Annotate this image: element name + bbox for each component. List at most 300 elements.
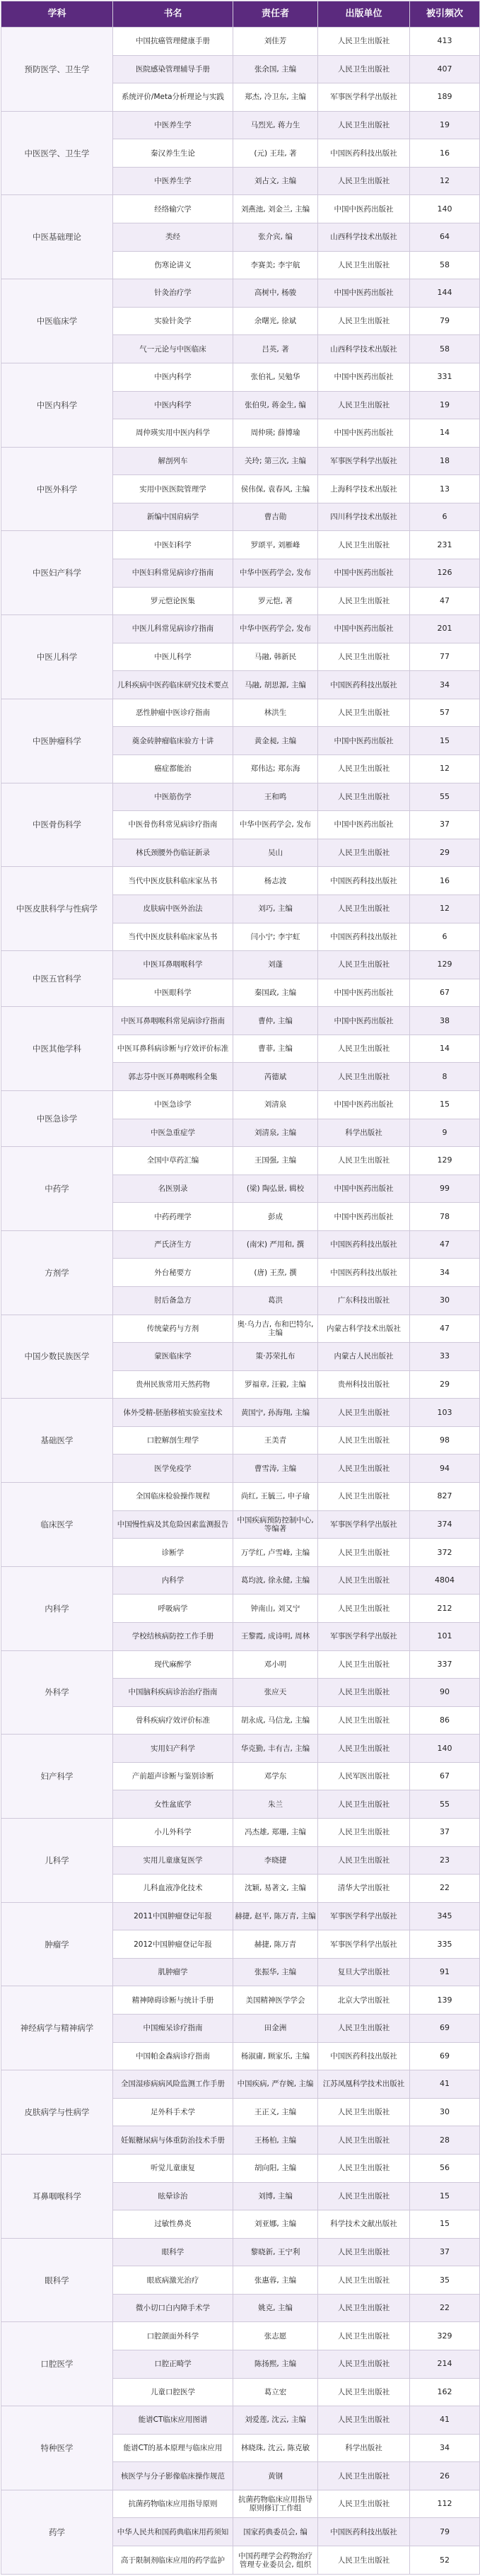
subject-cell: 预防医学、卫生学 (1, 28, 113, 112)
subject-cell: 中医外科学 (1, 447, 113, 531)
book-title-cell: 中医妇科常见病诊疗指南 (113, 559, 233, 587)
book-title-cell: 口腔正畸学 (113, 2350, 233, 2378)
table-row (1, 363, 480, 391)
citation-count-cell: 372 (410, 1539, 480, 1567)
editor-cell: 张应天 (233, 1679, 318, 1707)
publisher-cell: 中国中医药出版社 (318, 727, 410, 755)
citation-count-cell: 12 (410, 894, 480, 923)
editor-cell: 李赛美; 李宇航 (233, 251, 318, 279)
publisher-cell: 上海科学技术出版社 (318, 475, 410, 503)
publisher-cell: 人民卫生出版社 (318, 2322, 410, 2350)
book-title-cell: 抗菌药物临床应用指导原则 (113, 2490, 233, 2518)
subject-cell: 中医医学、卫生学 (1, 111, 113, 195)
editor-cell: 中国药理学会药物治疗管理专业委员会, 组织 (233, 2546, 318, 2575)
publisher-cell: 人民卫生出版社 (318, 2546, 410, 2575)
citation-count-cell: 78 (410, 1203, 480, 1231)
editor-cell: 胡永成, 马信龙, 主编 (233, 1706, 318, 1735)
citation-count-cell: 15 (410, 2182, 480, 2210)
book-title-cell: 现代麻醉学 (113, 1650, 233, 1679)
editor-cell: 罗颂平, 刘雁峰 (233, 531, 318, 559)
publisher-cell: 人民卫生出版社 (318, 755, 410, 783)
editor-cell: 王正义, 主编 (233, 2098, 318, 2126)
publisher-cell: 人民卫生出版社 (318, 2126, 410, 2155)
editor-cell: 高树中, 杨骏 (233, 279, 318, 308)
editor-cell: 冯杰雄, 郑珊, 主编 (233, 1819, 318, 1847)
citation-table (1, 1, 480, 2575)
citation-count-cell: 34 (410, 671, 480, 699)
table-row (1, 1819, 480, 1847)
editor-cell: 刘燕池, 刘金兰, 主编 (233, 195, 318, 223)
book-title-cell: 女性盆底学 (113, 1790, 233, 1819)
book-title-cell: 伤寒论讲义 (113, 251, 233, 279)
publisher-cell: 内蒙古科学技术出版社 (318, 1315, 410, 1343)
publisher-cell: 人民卫生出版社 (318, 1790, 410, 1819)
editor-cell: 吕英, 著 (233, 335, 318, 363)
subject-cell: 基础医学 (1, 1399, 113, 1483)
editor-cell: 黄国宁, 孙海翔, 主编 (233, 1399, 318, 1427)
table-row (1, 2490, 480, 2518)
book-title-cell: 肌肿瘤学 (113, 1958, 233, 1986)
subject-cell: 皮肤病学与性病学 (1, 2070, 113, 2155)
editor-cell: 黎晓新, 王宁利 (233, 2238, 318, 2266)
editor-cell: 罗元恺, 著 (233, 587, 318, 615)
book-title-cell: 足外科手术学 (113, 2098, 233, 2126)
header-row (1, 1, 480, 28)
citation-count-cell: 67 (410, 979, 480, 1007)
editor-cell: 奥·乌力吉, 布和巴特尔, 主编 (233, 1315, 318, 1343)
editor-cell: 赫捷, 赵平, 陈万青, 主编 (233, 1902, 318, 1930)
editor-cell: 刘清泉, 主编 (233, 1119, 318, 1147)
citation-count-cell: 201 (410, 615, 480, 643)
publisher-cell: 人民卫生出版社 (318, 167, 410, 195)
subject-cell: 药学 (1, 2490, 113, 2574)
editor-cell: 葛立宏 (233, 2378, 318, 2406)
book-title-cell: 妊娠糖尿病与体重防治技术手册 (113, 2126, 233, 2155)
editor-cell: 吴山 (233, 839, 318, 867)
citation-count-cell: 129 (410, 1147, 480, 1175)
subject-cell: 神经病学与精神病学 (1, 1986, 113, 2070)
book-title-cell: 呼吸病学 (113, 1595, 233, 1623)
citation-count-cell: 189 (410, 83, 480, 112)
book-title-cell: 精神障碍诊断与统计手册 (113, 1986, 233, 2015)
publisher-cell: 人民卫生出版社 (318, 1539, 410, 1567)
editor-cell: 尚红, 王毓三, 申子瑜 (233, 1483, 318, 1511)
publisher-cell: 中国中医药出版社 (318, 363, 410, 391)
editor-cell: 芮德斌 (233, 1063, 318, 1091)
header-book-title: 书名 (113, 1, 233, 28)
editor-cell: 张惠蓉, 主编 (233, 2266, 318, 2295)
publisher-cell: 人民卫生出版社 (318, 307, 410, 335)
publisher-cell: 中国中医药出版社 (318, 1007, 410, 1035)
citation-count-cell: 23 (410, 1846, 480, 1875)
citation-count-cell: 15 (410, 1090, 480, 1119)
editor-cell: 侯伟保, 袁春风, 主编 (233, 475, 318, 503)
citation-count-cell: 413 (410, 28, 480, 56)
citation-count-cell: 19 (410, 111, 480, 139)
citation-count-cell: 112 (410, 2490, 480, 2518)
citation-count-cell: 231 (410, 531, 480, 559)
citation-count-cell: 91 (410, 1958, 480, 1986)
table-row (1, 279, 480, 308)
citation-count-cell: 99 (410, 1175, 480, 1203)
editor-cell: 黄金昶, 主编 (233, 727, 318, 755)
citation-count-cell: 34 (410, 1259, 480, 1287)
citation-count-cell: 35 (410, 2266, 480, 2295)
subject-cell: 中医骨伤科学 (1, 783, 113, 867)
publisher-cell: 中国中医药出版社 (318, 1175, 410, 1203)
citation-count-cell: 6 (410, 923, 480, 951)
book-title-cell: 中国痴呆诊疗指南 (113, 2015, 233, 2043)
citation-count-cell: 33 (410, 1343, 480, 1371)
editor-cell: 田金洲 (233, 2015, 318, 2043)
book-title-cell: 产前超声诊断与鉴别诊断 (113, 1762, 233, 1790)
editor-cell: 杨志波 (233, 867, 318, 895)
editor-cell: 邓小明 (233, 1650, 318, 1679)
editor-cell: 闫小宁; 李宇虹 (233, 923, 318, 951)
publisher-cell: 中国中医药出版社 (318, 279, 410, 308)
editor-cell: 李晓捷 (233, 1846, 318, 1875)
publisher-cell: 中国中医药出版社 (318, 1203, 410, 1231)
book-title-cell: 微小切口白内障手术学 (113, 2294, 233, 2322)
publisher-cell: 人民卫生出版社 (318, 1147, 410, 1175)
publisher-cell: 北京大学出版社 (318, 1986, 410, 2015)
table-row (1, 1090, 480, 1119)
book-title-cell: 眩晕诊治 (113, 2182, 233, 2210)
table-row (1, 1483, 480, 1511)
citation-count-cell: 79 (410, 307, 480, 335)
publisher-cell: 人民卫生出版社 (318, 1063, 410, 1091)
citation-count-cell: 47 (410, 587, 480, 615)
publisher-cell: 人民卫生出版社 (318, 28, 410, 56)
subject-cell: 中医临床学 (1, 279, 113, 363)
book-title-cell: 中医急重症学 (113, 1119, 233, 1147)
editor-cell: 刘巧, 主编 (233, 894, 318, 923)
editor-cell: 马融, 韩新民 (233, 643, 318, 671)
book-title-cell: 能谱CT的基本原理与临床应用 (113, 2434, 233, 2462)
citation-count-cell: 162 (410, 2378, 480, 2406)
publisher-cell: 广东科技出版社 (318, 1287, 410, 1315)
subject-cell: 中医内科学 (1, 363, 113, 447)
citation-count-cell: 14 (410, 1035, 480, 1063)
publisher-cell: 人民卫生出版社 (318, 783, 410, 811)
citation-count-cell: 30 (410, 2098, 480, 2126)
editor-cell: (梁) 陶弘景, 辑校 (233, 1175, 318, 1203)
citation-count-cell: 67 (410, 1762, 480, 1790)
publisher-cell: 人民卫生出版社 (318, 699, 410, 727)
editor-cell: 中华中医药学会, 发布 (233, 615, 318, 643)
editor-cell: 刘博, 主编 (233, 2182, 318, 2210)
subject-cell: 儿科学 (1, 1819, 113, 1903)
publisher-cell: 人民卫生出版社 (318, 1455, 410, 1483)
book-title-cell: 奠金砖肿瘤临床验方十讲 (113, 727, 233, 755)
publisher-cell: 复旦大学出版社 (318, 1958, 410, 1986)
subject-cell: 方剂学 (1, 1230, 113, 1315)
header-subject: 学科 (1, 1, 113, 28)
editor-cell: 抗菌药物临床应用指导原则修订工作组 (233, 2490, 318, 2518)
header-publisher: 出版单位 (318, 1, 410, 28)
table-row (1, 195, 480, 223)
citation-count-cell: 34 (410, 2434, 480, 2462)
citation-count-cell: 38 (410, 1007, 480, 1035)
book-title-cell: 中医耳鼻咽喉科学 (113, 951, 233, 979)
book-title-cell: 中医耳鼻咽喉科常见病诊疗指南 (113, 1007, 233, 1035)
book-title-cell: 全国中草药汇编 (113, 1147, 233, 1175)
table-row (1, 2406, 480, 2435)
editor-cell: 王国强, 主编 (233, 1147, 318, 1175)
subject-cell: 耳鼻咽喉科学 (1, 2154, 113, 2238)
publisher-cell: 人民卫生出版社 (318, 111, 410, 139)
citation-count-cell: 37 (410, 811, 480, 839)
book-title-cell: 秦汉养生生论 (113, 139, 233, 168)
table-row (1, 699, 480, 727)
citation-count-cell: 374 (410, 1510, 480, 1539)
book-title-cell: 中医眼科学 (113, 979, 233, 1007)
citation-count-cell: 827 (410, 1483, 480, 1511)
publisher-cell: 人民卫生出版社 (318, 1706, 410, 1735)
editor-cell: (南宋) 严用和, 撰 (233, 1230, 318, 1259)
publisher-cell: 人民卫生出版社 (318, 55, 410, 83)
publisher-cell: 人民卫生出版社 (318, 2015, 410, 2043)
book-title-cell: 实用妇产科学 (113, 1735, 233, 1763)
citation-count-cell: 19 (410, 391, 480, 419)
citation-count-cell: 12 (410, 167, 480, 195)
editor-cell: 周仲瑛; 薛博瑜 (233, 419, 318, 448)
subject-cell: 中医其他学科 (1, 1007, 113, 1091)
table-row (1, 783, 480, 811)
subject-cell: 中医急诊学 (1, 1090, 113, 1146)
publisher-cell: 江苏凤凰科学技术出版社 (318, 2070, 410, 2099)
subject-cell: 中医五官科学 (1, 951, 113, 1007)
publisher-cell: 中国中医药出版社 (318, 559, 410, 587)
book-title-cell: 全国临床检验操作规程 (113, 1483, 233, 1511)
editor-cell: 秦国政, 主编 (233, 979, 318, 1007)
publisher-cell: 人民卫生出版社 (318, 587, 410, 615)
publisher-cell: 中国医药科技出版社 (318, 1230, 410, 1259)
book-title-cell: 新编中国肩病学 (113, 503, 233, 531)
publisher-cell: 中国医药科技出版社 (318, 867, 410, 895)
publisher-cell: 人民卫生出版社 (318, 1426, 410, 1455)
editor-cell: 姚克, 主编 (233, 2294, 318, 2322)
editor-cell: 林晓珠, 沈云, 陈克敏 (233, 2434, 318, 2462)
publisher-cell: 人民卫生出版社 (318, 643, 410, 671)
book-title-cell: 中医内科学 (113, 363, 233, 391)
editor-cell: 刘佳芳 (233, 28, 318, 56)
subject-cell: 外科学 (1, 1650, 113, 1735)
citation-count-cell: 64 (410, 223, 480, 252)
publisher-cell: 军事医学科学出版社 (318, 447, 410, 475)
book-title-cell: 儿童口腔医学 (113, 2378, 233, 2406)
editor-cell: 中华中医药学会, 发布 (233, 559, 318, 587)
publisher-cell: 人民卫生出版社 (318, 2490, 410, 2518)
table-row (1, 1315, 480, 1343)
editor-cell: 中国疾病预防控制中心, 等编著 (233, 1510, 318, 1539)
book-title-cell: 当代中医皮肤科临床家丛书 (113, 867, 233, 895)
book-title-cell: 医院感染管理辅导手册 (113, 55, 233, 83)
citation-count-cell: 4804 (410, 1566, 480, 1595)
citation-count-cell: 329 (410, 2322, 480, 2350)
table-body (1, 28, 480, 2575)
editor-cell: 郑杰, 冷卫东, 主编 (233, 83, 318, 112)
editor-cell: (元) 王珪, 著 (233, 139, 318, 168)
subject-cell: 中医儿科学 (1, 615, 113, 699)
editor-cell: 朱兰 (233, 1790, 318, 1819)
book-title-cell: 2012中国肿瘤登记年报 (113, 1930, 233, 1959)
book-title-cell: 体外受精-胚胎移植实验室技术 (113, 1399, 233, 1427)
book-title-cell: 解剖列车 (113, 447, 233, 475)
editor-cell: 国家药典委员会, 编 (233, 2518, 318, 2546)
book-title-cell: 名医别录 (113, 1175, 233, 1203)
citation-count-cell: 26 (410, 2462, 480, 2490)
publisher-cell: 人民卫生出版社 (318, 1035, 410, 1063)
editor-cell: 赫捷, 陈万青 (233, 1930, 318, 1959)
editor-cell: 彭成 (233, 1203, 318, 1231)
book-title-cell: 核医学与分子影像临床操作规范 (113, 2462, 233, 2490)
citation-count-cell: 337 (410, 1650, 480, 1679)
book-title-cell: 学校结核病防控工作手册 (113, 1622, 233, 1650)
book-title-cell: 口腔解剖生理学 (113, 1426, 233, 1455)
citation-count-cell: 12 (410, 755, 480, 783)
book-title-cell: 全国湿疹病病风险监测工作手册 (113, 2070, 233, 2099)
citation-count-cell: 331 (410, 363, 480, 391)
editor-cell: 王和鸣 (233, 783, 318, 811)
citation-count-cell: 57 (410, 699, 480, 727)
citation-count-cell: 101 (410, 1622, 480, 1650)
book-title-cell: 当代中医皮肤科临床家丛书 (113, 923, 233, 951)
citation-count-cell: 41 (410, 2070, 480, 2099)
table-row (1, 867, 480, 895)
publisher-cell: 军事医学科学出版社 (318, 1622, 410, 1650)
book-title-cell: 听觉儿童康复 (113, 2154, 233, 2182)
header-editor: 责任者 (233, 1, 318, 28)
editor-cell: 马融, 胡思源, 主编 (233, 671, 318, 699)
book-title-cell: 小儿外科学 (113, 1819, 233, 1847)
citation-count-cell: 86 (410, 1706, 480, 1735)
editor-cell: 王美青 (233, 1426, 318, 1455)
editor-cell: 钟南山, 刘又宁 (233, 1595, 318, 1623)
publisher-cell: 中国医药科技出版社 (318, 2518, 410, 2546)
table-row (1, 2238, 480, 2266)
publisher-cell: 人民卫生出版社 (318, 2294, 410, 2322)
book-title-cell: 外台秘要方 (113, 1259, 233, 1287)
book-title-cell: 中医骨伤科常见病诊疗指南 (113, 811, 233, 839)
subject-cell: 临床医学 (1, 1483, 113, 1567)
table-row (1, 615, 480, 643)
book-title-cell: 实验针灸学 (113, 307, 233, 335)
subject-cell: 肿瘤学 (1, 1902, 113, 1986)
publisher-cell: 人民卫生出版社 (318, 2182, 410, 2210)
book-title-cell: 中华人民共和国药典临床用药须知 (113, 2518, 233, 2546)
book-title-cell: 系统评价/Meta分析理论与实践 (113, 83, 233, 112)
citation-count-cell: 103 (410, 1399, 480, 1427)
editor-cell: 邓学东 (233, 1762, 318, 1790)
citation-count-cell: 144 (410, 279, 480, 308)
citation-count-cell: 52 (410, 2546, 480, 2575)
publisher-cell: 人民卫生出版社 (318, 1846, 410, 1875)
publisher-cell: 人民卫生出版社 (318, 1399, 410, 1427)
citation-count-cell: 140 (410, 195, 480, 223)
editor-cell: 刘爱莲, 沈云, 主编 (233, 2406, 318, 2435)
editor-cell: 张振华, 主编 (233, 1958, 318, 1986)
editor-cell: 葛均波, 徐永健, 主编 (233, 1566, 318, 1595)
book-title-cell: 中医养生学 (113, 111, 233, 139)
citation-count-cell: 14 (410, 419, 480, 448)
book-title-cell: 中国慢性病及其危险因素监测报告 (113, 1510, 233, 1539)
book-title-cell: 中医筋伤学 (113, 783, 233, 811)
book-title-cell: 经络输穴学 (113, 195, 233, 223)
editor-cell: 曹雪涛, 主编 (233, 1455, 318, 1483)
book-title-cell: 类经 (113, 223, 233, 252)
editor-cell: 王杨柏, 主编 (233, 2126, 318, 2155)
book-title-cell: 中医儿科常见病诊疗指南 (113, 615, 233, 643)
citation-count-cell: 6 (410, 503, 480, 531)
citation-count-cell: 94 (410, 1455, 480, 1483)
book-title-cell: 高于限制剂临床应用的药学监护 (113, 2546, 233, 2575)
book-title-cell: 骨科疾病疗效评价标准 (113, 1706, 233, 1735)
citation-count-cell: 18 (410, 447, 480, 475)
publisher-cell: 军事医学科学出版社 (318, 1902, 410, 1930)
editor-cell: 曹吉勋 (233, 503, 318, 531)
book-title-cell: 诊断学 (113, 1539, 233, 1567)
citation-count-cell: 22 (410, 2294, 480, 2322)
citation-count-cell: 29 (410, 1370, 480, 1399)
book-title-cell: 实用中医医院管理学 (113, 475, 233, 503)
table-row (1, 2322, 480, 2350)
citation-count-cell: 214 (410, 2350, 480, 2378)
publisher-cell: 人民卫生出版社 (318, 2238, 410, 2266)
citation-count-cell: 90 (410, 1679, 480, 1707)
book-title-cell: 中医妇科学 (113, 531, 233, 559)
publisher-cell: 清华大学出版社 (318, 1875, 410, 1903)
publisher-cell: 人民卫生出版社 (318, 1650, 410, 1679)
table-row (1, 28, 480, 56)
table-row (1, 447, 480, 475)
table-header (1, 1, 480, 28)
book-title-cell: 儿科疾病中医药临床研究技术要点 (113, 671, 233, 699)
publisher-cell: 山西科学技术出版社 (318, 223, 410, 252)
publisher-cell: 人民卫生出版社 (318, 2350, 410, 2378)
editor-cell: 华克勤, 丰有吉, 主编 (233, 1735, 318, 1763)
publisher-cell: 中国医药科技出版社 (318, 139, 410, 168)
publisher-cell: 人民卫生出版社 (318, 1595, 410, 1623)
book-title-cell: 气一元论与中医临床 (113, 335, 233, 363)
table-row (1, 1566, 480, 1595)
editor-cell: 刘占文, 主编 (233, 167, 318, 195)
subject-cell: 特种医学 (1, 2406, 113, 2490)
editor-cell: 刘清泉 (233, 1090, 318, 1119)
citation-count-cell: 335 (410, 1930, 480, 1959)
subject-cell: 中药学 (1, 1147, 113, 1231)
citation-count-cell: 29 (410, 839, 480, 867)
book-title-cell: 中医内科学 (113, 391, 233, 419)
book-title-cell: 眼科学 (113, 2238, 233, 2266)
publisher-cell: 中国中医药出版社 (318, 811, 410, 839)
book-title-cell: 罗元恺论医集 (113, 587, 233, 615)
publisher-cell: 中国中医药出版社 (318, 419, 410, 448)
citation-count-cell: 47 (410, 1315, 480, 1343)
citation-count-cell: 55 (410, 783, 480, 811)
citation-count-cell: 79 (410, 2518, 480, 2546)
citation-count-cell: 28 (410, 2126, 480, 2155)
header-citation-count: 被引频次 (410, 1, 480, 28)
book-title-cell: 实用儿童康复医学 (113, 1846, 233, 1875)
citation-count-cell: 37 (410, 2238, 480, 2266)
publisher-cell: 人民卫生出版社 (318, 2154, 410, 2182)
publisher-cell: 人民卫生出版社 (318, 1819, 410, 1847)
citation-count-cell: 16 (410, 139, 480, 168)
table-row (1, 2070, 480, 2099)
citation-count-cell: 140 (410, 1735, 480, 1763)
publisher-cell: 人民卫生出版社 (318, 951, 410, 979)
